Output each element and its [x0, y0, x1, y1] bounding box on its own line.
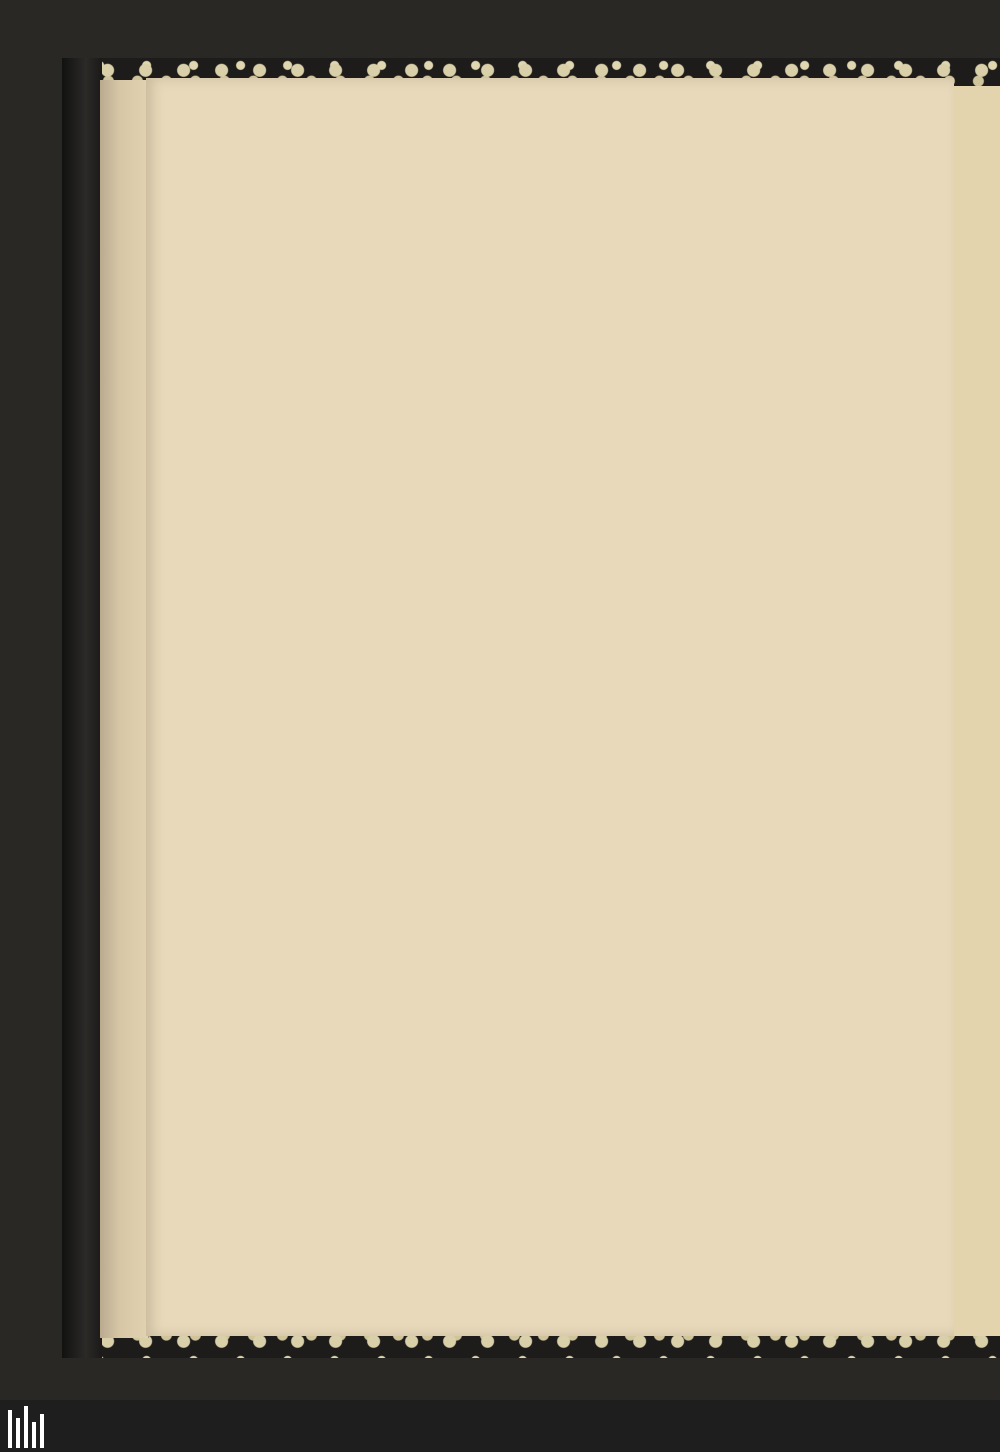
library-logo-icon [6, 1404, 46, 1448]
library-footer [0, 1400, 1000, 1452]
book-spine [62, 58, 102, 1358]
ornament-divider [258, 430, 880, 444]
page-stack-edge [100, 80, 149, 1338]
book-page [146, 78, 954, 1336]
article-heading [280, 460, 840, 500]
facing-page-edge [954, 86, 1000, 1336]
drop-cap [240, 494, 288, 542]
